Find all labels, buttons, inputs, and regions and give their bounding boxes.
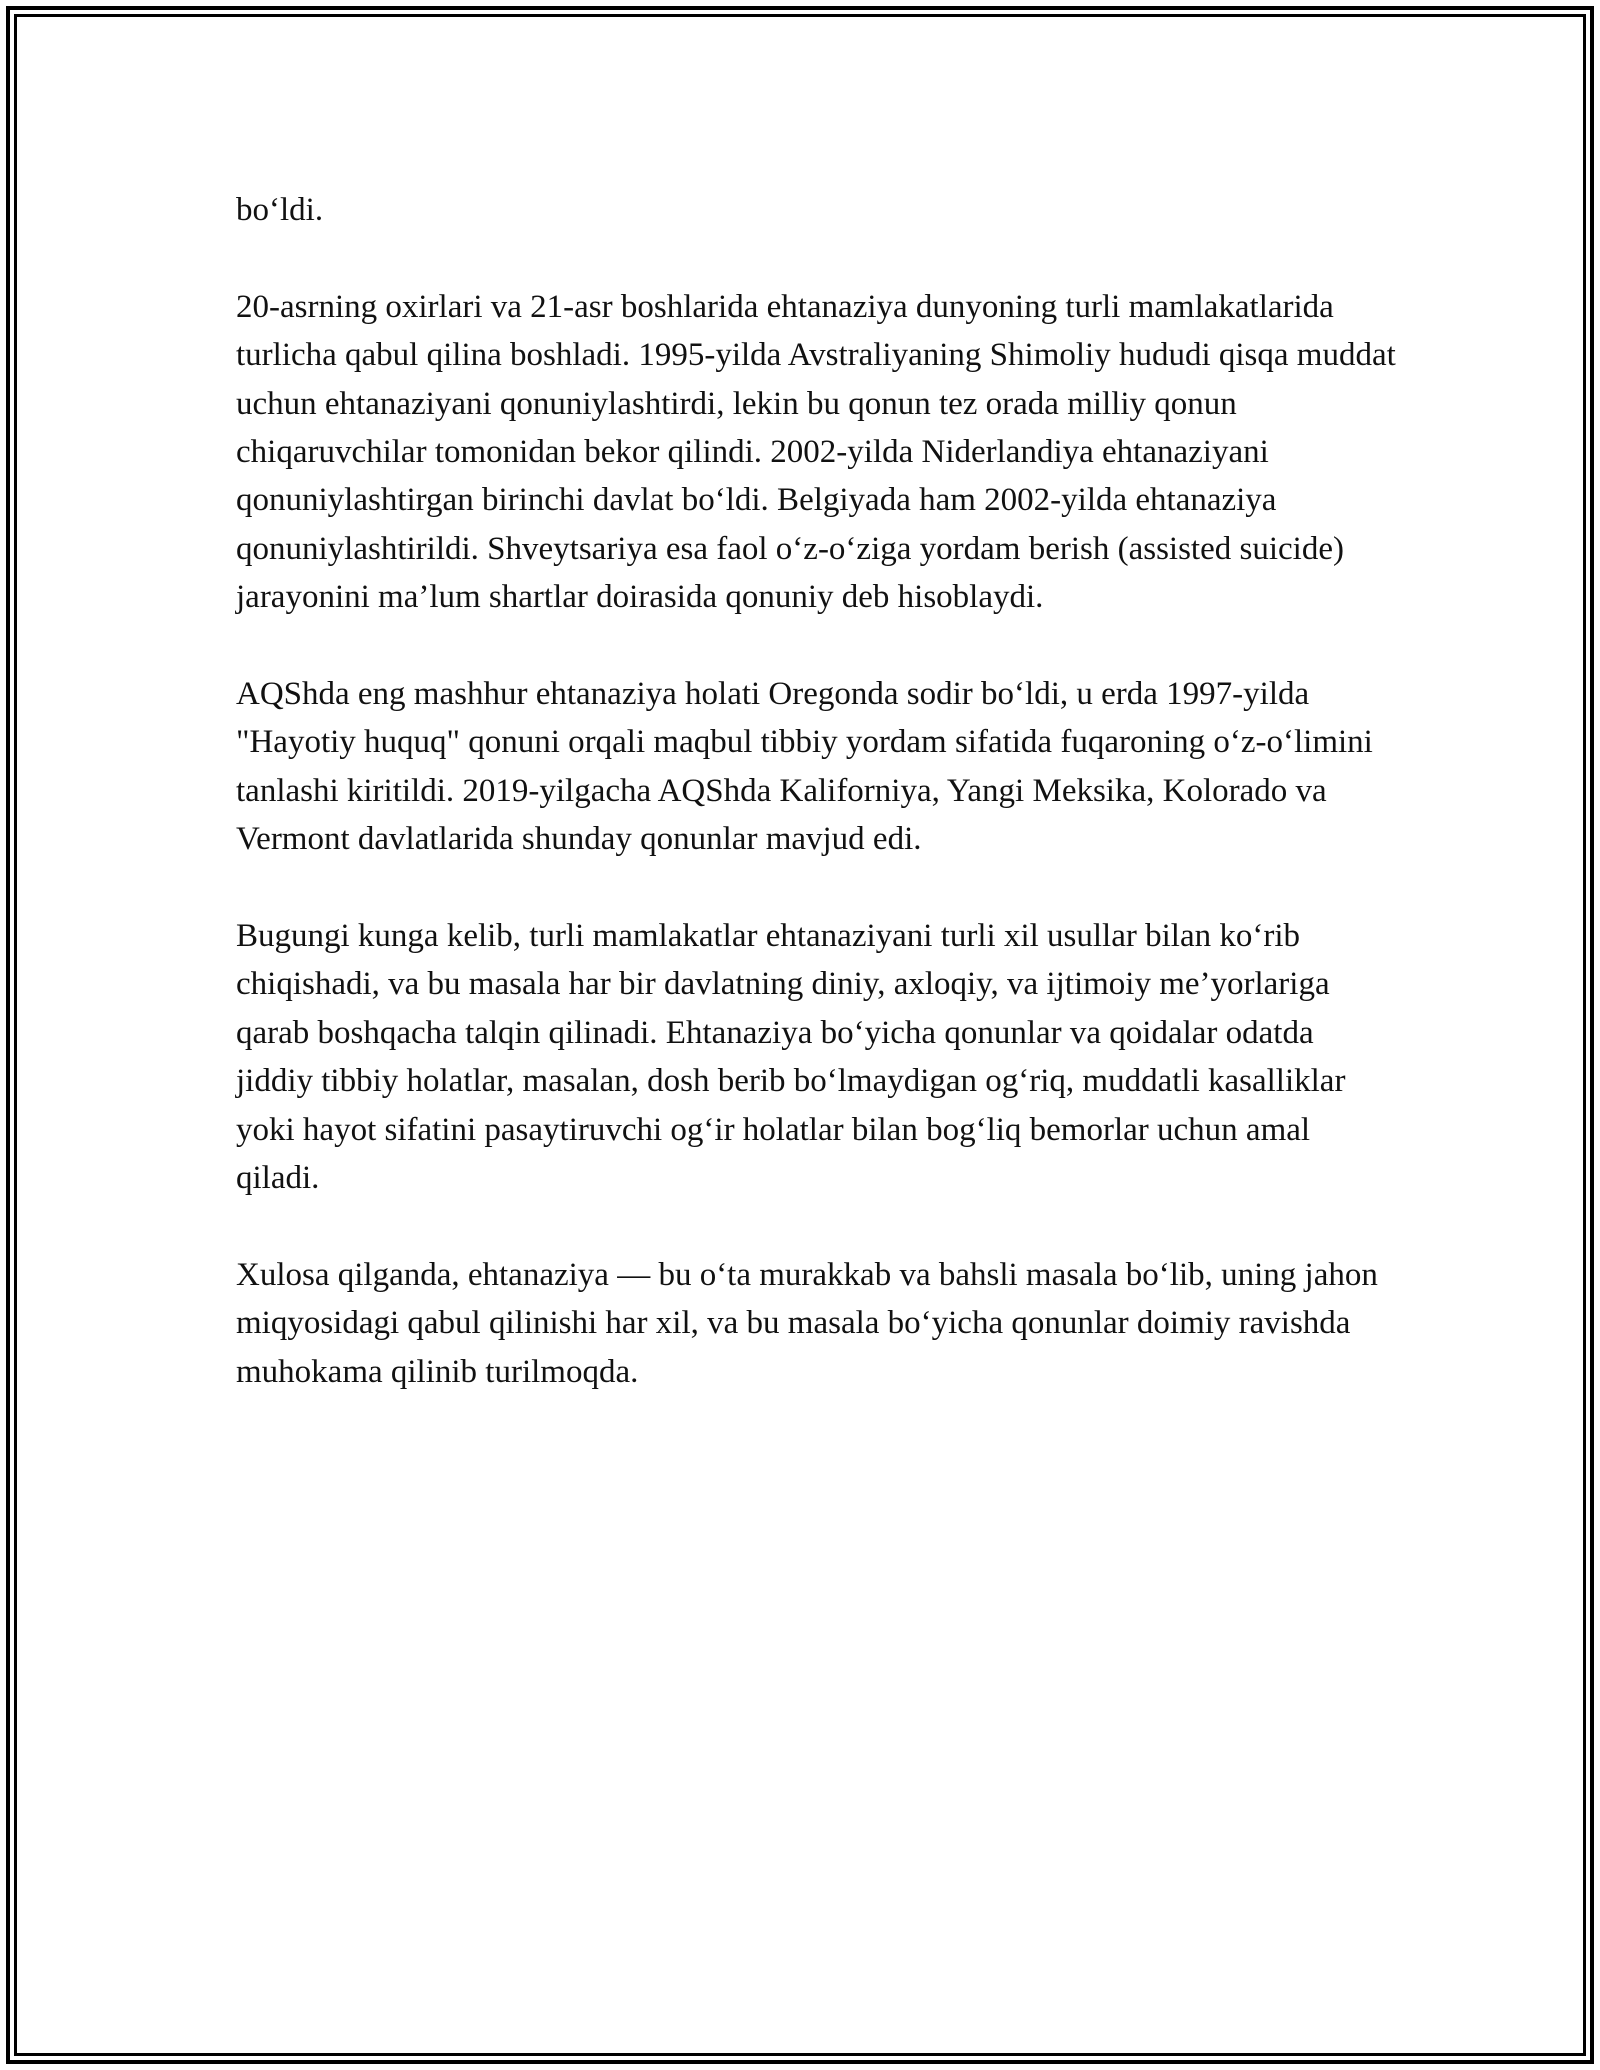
paragraph-conclusion: Xulosa qilganda, ehtanaziya — bu o‘ta murakkab va bahsli masala bo‘lib, uning jahon miqyosidagi qabul qilinishi har xil, va bu masala bo‘yicha qonunlar doimiy ravishda muhokama qilinib turilmoqda.	[236, 1256, 1378, 1390]
document-body	[236, 186, 1396, 1444]
paragraph-continuation: bo‘ldi.	[236, 192, 324, 228]
paragraph-today: Bugungi kunga kelib, turli mamlakatlar ehtanaziyani turli xil usullar bilan ko‘rib chiqishadi, va bu masala har bir davlatning diniy, axloqiy, va ijtimoiy me’yorlariga qarab boshqacha talqin qilinadi. Ehtanaziya bo‘yicha qonunlar va qoidalar odatda jiddiy tibbiy holatlar, masalan, dosh berib bo‘lmaydigan og‘riq, muddatli kasalliklar yoki hayot sifatini pasaytiruvchi og‘ir holatlar bilan bog‘liq bemorlar uchun amal qiladi.	[236, 918, 1346, 1197]
paragraph-world-legalization: 20-asrning oxirlari va 21-asr boshlarida ehtanaziya dunyoning turli mamlakatlarida turlicha qabul qilina boshladi. 1995-yilda Avstraliyaning Shimoliy hududi qisqa muddat uchun ehtanaziyani qonuniylashtirdi, lekin bu qonun tez orada milliy qonun chiqaruvchilar tomonidan bekor qilindi. 2002-yilda Niderlandiya ehtanaziyani qonuniylashtirgan birinchi davlat bo‘ldi. Belgiyada ham 2002-yilda ehtanaziya qonuniylashtirildi. Shveytsariya esa faol o‘z-o‘ziga yordam berish (assisted suicide) jarayonini ma’lum shartlar doirasida qonuniy deb hisoblaydi.	[236, 288, 1396, 616]
paragraph-usa-oregon: AQShda eng mashhur ehtanaziya holati Oregonda sodir bo‘ldi, u erda 1997-yilda "Hayotiy huquq" qonuni orqali maqbul tibbiy yordam sifatida fuqaroning o‘z-o‘limini tanlashi kiritildi. 2019-yilgacha AQShda Kaliforniya, Yangi Meksika, Kolorado va Vermont davlatlarida shunday qonunlar mavjud edi.	[236, 676, 1373, 858]
